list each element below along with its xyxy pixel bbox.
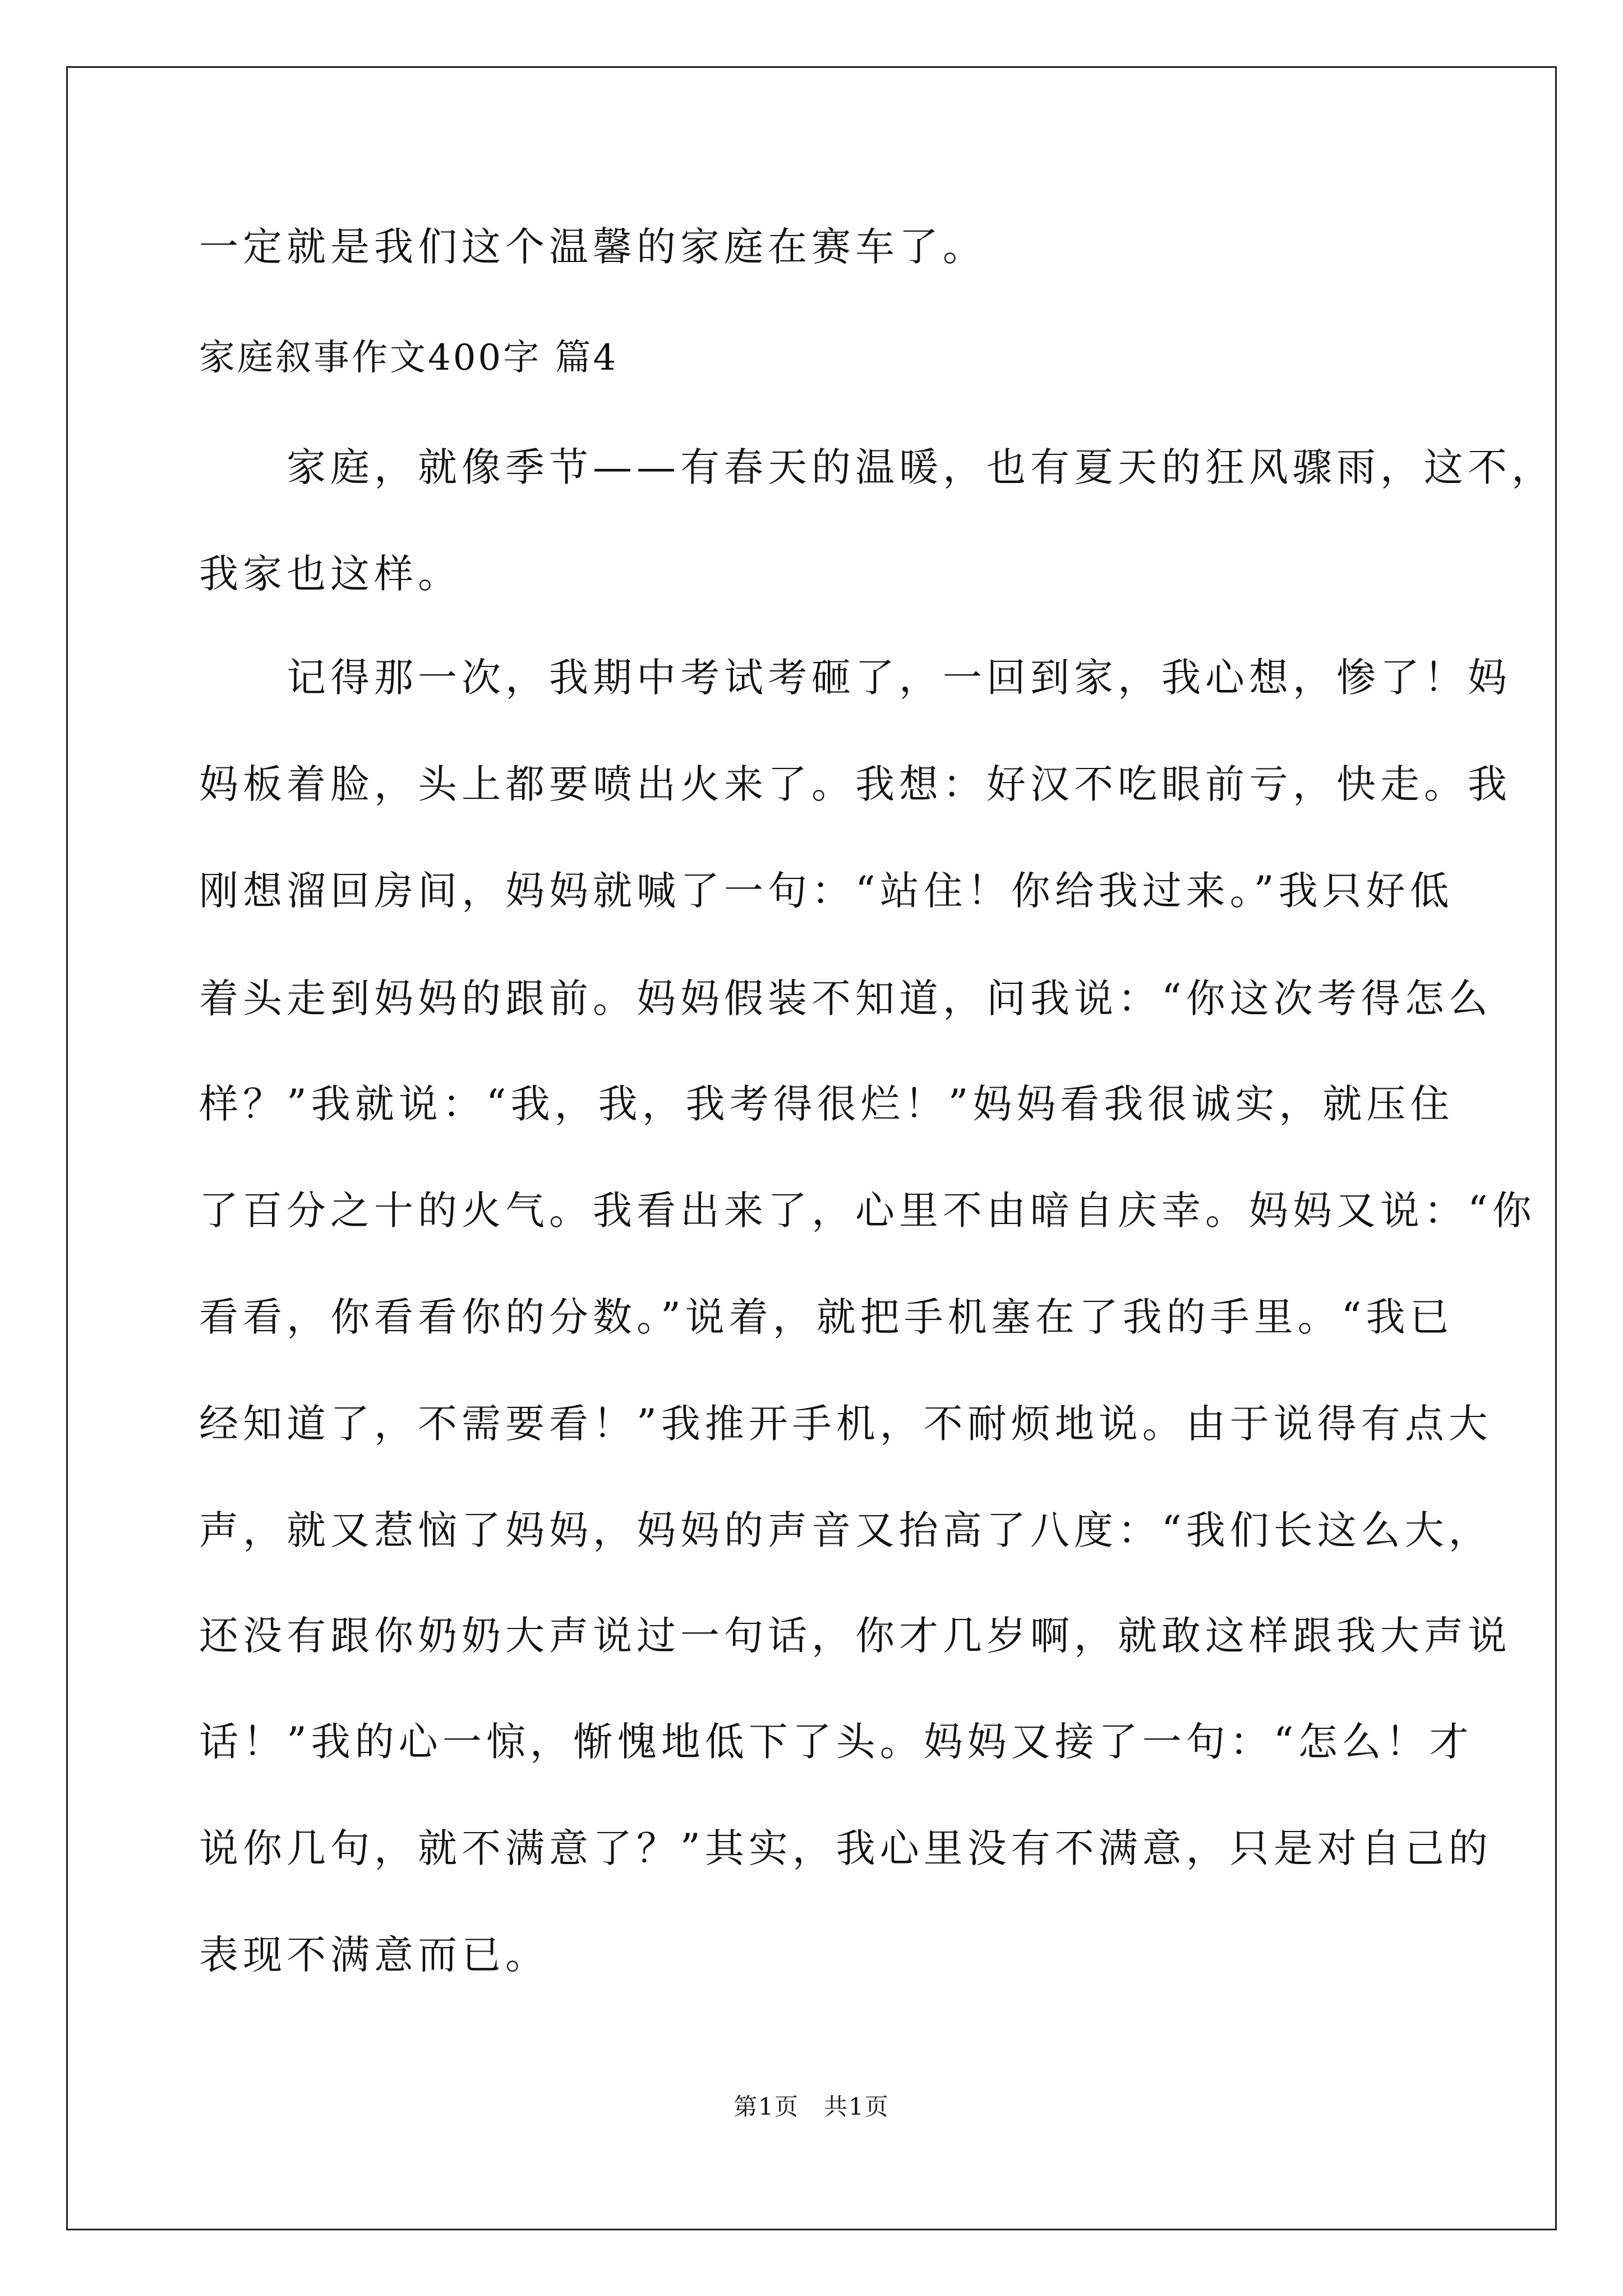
paragraph-line: 看看，你看看你的分数。”说着，就把手机塞在了我的手里。“我已 (199, 1294, 1454, 1340)
paragraph-line: 经知道了，不需要看！”我推开手机，不耐烦地说。由于说得有点大 (199, 1401, 1492, 1447)
paragraph-line: 妈板着脸，头上都要喷出火来了。我想：好汉不吃眼前亏，快走。我 (199, 761, 1511, 807)
paragraph-line: 记得那一次，我期中考试考砸了，一回到家，我心想，惨了！妈 (199, 655, 1511, 701)
paragraph-line: 样？”我就说：“我，我，我考得很烂！”妈妈看我很诚实，就压住 (199, 1081, 1454, 1127)
paragraph-line: 还没有跟你奶奶大声说过一句话，你才几岁啊，就敢这样跟我大声说 (199, 1613, 1511, 1659)
paragraph-line: 了百分之十的火气。我看出来了，心里不由暗自庆幸。妈妈又说：“你 (199, 1188, 1536, 1234)
paragraph-line: 我家也这样。 (199, 551, 462, 597)
paragraph-line: 话！”我的心一惊，惭愧地低下了头。妈妈又接了一句：“怎么！才 (199, 1719, 1473, 1765)
paragraph-line: 声，就又惹恼了妈妈，妈妈的声音又抬高了八度：“我们长这么大， (199, 1507, 1492, 1553)
text-line: 一定就是我们这个温馨的家庭在赛车了。 (199, 224, 986, 270)
paragraph-line: 说你几句，就不满意了？”其实，我心里没有不满意，只是对自己的 (199, 1825, 1492, 1871)
page-border (66, 66, 1557, 2230)
paragraph-line: 刚想溜回房间，妈妈就喊了一句：“站住！你给我过来。”我只好低 (199, 868, 1454, 914)
section-heading: 家庭叙事作文400字 篇4 (199, 337, 619, 379)
paragraph-line: 表现不满意而已。 (199, 1932, 549, 1978)
paragraph-line: 家庭，就像季节——有春天的温暖，也有夏天的狂风骤雨，这不， (199, 444, 1555, 490)
paragraph-line: 着头走到妈妈的跟前。妈妈假装不知道，问我说：“你这次考得怎么 (199, 976, 1492, 1022)
page-number-footer: 第1页 共1页 (734, 2093, 889, 2120)
